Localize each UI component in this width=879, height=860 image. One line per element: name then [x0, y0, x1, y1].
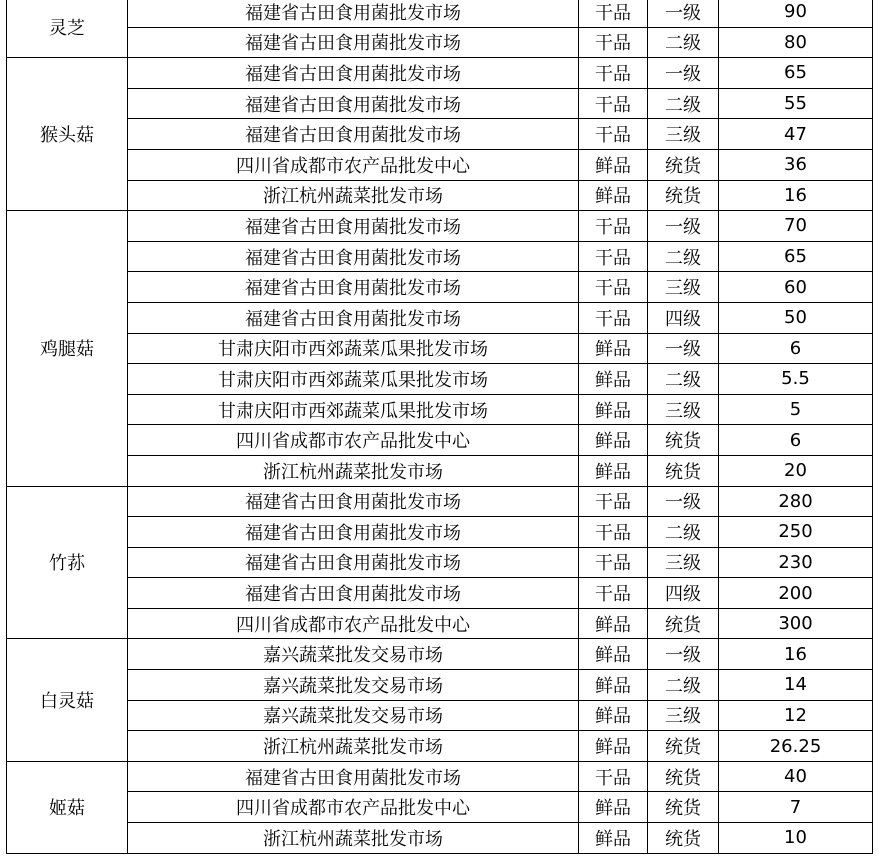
product-type-cell: 鲜品	[579, 700, 648, 731]
market-cell: 四川省成都市农产品批发中心	[128, 425, 579, 456]
product-type-cell: 干品	[579, 88, 648, 119]
price-cell: 200	[719, 578, 873, 609]
table-row	[7, 792, 873, 823]
product-type-cell: 干品	[579, 486, 648, 517]
product-type-cell: 鲜品	[579, 731, 648, 762]
grade-cell: 统货	[648, 455, 719, 486]
table-row	[7, 0, 873, 27]
mushroom-name-cell: 竹荪	[7, 486, 128, 639]
price-cell: 16	[719, 180, 873, 211]
table-row	[7, 211, 873, 242]
market-cell: 福建省古田食用菌批发市场	[128, 241, 579, 272]
product-type-cell: 干品	[579, 211, 648, 242]
grade-cell: 三级	[648, 394, 719, 425]
table-row	[7, 547, 873, 578]
product-type-cell: 干品	[579, 0, 648, 27]
grade-cell: 三级	[648, 547, 719, 578]
price-cell: 80	[719, 27, 873, 58]
grade-cell: 一级	[648, 639, 719, 670]
grade-cell: 统货	[648, 608, 719, 639]
product-type-cell: 干品	[579, 119, 648, 150]
table-row	[7, 302, 873, 333]
mushroom-name-cell: 灵芝	[7, 0, 128, 58]
grade-cell: 二级	[648, 364, 719, 395]
market-cell: 四川省成都市农产品批发中心	[128, 792, 579, 823]
price-cell: 250	[719, 517, 873, 548]
price-cell: 47	[719, 119, 873, 150]
mushroom-name-cell: 猴头菇	[7, 58, 128, 211]
grade-cell: 统货	[648, 823, 719, 854]
product-type-cell: 鲜品	[579, 364, 648, 395]
market-cell: 四川省成都市农产品批发中心	[128, 608, 579, 639]
market-cell: 嘉兴蔬菜批发交易市场	[128, 700, 579, 731]
mushroom-name-cell: 鸡腿菇	[7, 211, 128, 486]
price-cell: 26.25	[719, 731, 873, 762]
product-type-cell: 鲜品	[579, 823, 648, 854]
table-row	[7, 58, 873, 89]
table-row	[7, 578, 873, 609]
market-cell: 嘉兴蔬菜批发交易市场	[128, 670, 579, 701]
price-cell: 5.5	[719, 364, 873, 395]
price-cell: 20	[719, 455, 873, 486]
table-row	[7, 639, 873, 670]
price-cell: 60	[719, 272, 873, 303]
market-cell: 浙江杭州蔬菜批发市场	[128, 455, 579, 486]
product-type-cell: 鲜品	[579, 180, 648, 211]
market-cell: 福建省古田食用菌批发市场	[128, 27, 579, 58]
product-type-cell: 干品	[579, 241, 648, 272]
product-type-cell: 鲜品	[579, 670, 648, 701]
table-row	[7, 180, 873, 211]
grade-cell: 一级	[648, 211, 719, 242]
market-cell: 四川省成都市农产品批发中心	[128, 149, 579, 180]
table-row	[7, 517, 873, 548]
product-type-cell: 鲜品	[579, 792, 648, 823]
product-type-cell: 鲜品	[579, 333, 648, 364]
market-cell: 甘肃庆阳市西郊蔬菜瓜果批发市场	[128, 333, 579, 364]
table-row	[7, 364, 873, 395]
mushroom-name-cell: 姬菇	[7, 761, 128, 853]
price-cell: 65	[719, 241, 873, 272]
market-cell: 福建省古田食用菌批发市场	[128, 302, 579, 333]
price-cell: 280	[719, 486, 873, 517]
grade-cell: 二级	[648, 88, 719, 119]
product-type-cell: 鲜品	[579, 455, 648, 486]
grade-cell: 一级	[648, 58, 719, 89]
product-type-cell: 鲜品	[579, 425, 648, 456]
grade-cell: 统货	[648, 792, 719, 823]
grade-cell: 三级	[648, 700, 719, 731]
price-cell: 16	[719, 639, 873, 670]
grade-cell: 三级	[648, 119, 719, 150]
market-cell: 浙江杭州蔬菜批发市场	[128, 823, 579, 854]
table-row	[7, 272, 873, 303]
table-row	[7, 731, 873, 762]
grade-cell: 统货	[648, 731, 719, 762]
product-type-cell: 干品	[579, 578, 648, 609]
table-row	[7, 88, 873, 119]
grade-cell: 统货	[648, 425, 719, 456]
product-type-cell: 干品	[579, 302, 648, 333]
table-row	[7, 425, 873, 456]
product-type-cell: 鲜品	[579, 608, 648, 639]
market-cell: 福建省古田食用菌批发市场	[128, 211, 579, 242]
market-cell: 甘肃庆阳市西郊蔬菜瓜果批发市场	[128, 394, 579, 425]
mushroom-name-cell: 白灵菇	[7, 639, 128, 761]
product-type-cell: 干品	[579, 517, 648, 548]
grade-cell: 三级	[648, 272, 719, 303]
product-type-cell: 干品	[579, 272, 648, 303]
grade-cell: 四级	[648, 578, 719, 609]
market-cell: 浙江杭州蔬菜批发市场	[128, 180, 579, 211]
market-cell: 福建省古田食用菌批发市场	[128, 578, 579, 609]
price-cell: 36	[719, 149, 873, 180]
market-cell: 福建省古田食用菌批发市场	[128, 58, 579, 89]
table-row	[7, 823, 873, 854]
product-type-cell: 干品	[579, 547, 648, 578]
price-cell: 40	[719, 761, 873, 792]
grade-cell: 二级	[648, 517, 719, 548]
table-row	[7, 241, 873, 272]
table-row	[7, 486, 873, 517]
table-row	[7, 761, 873, 792]
price-cell: 12	[719, 700, 873, 731]
table-row	[7, 455, 873, 486]
market-cell: 福建省古田食用菌批发市场	[128, 119, 579, 150]
product-type-cell: 干品	[579, 58, 648, 89]
market-cell: 嘉兴蔬菜批发交易市场	[128, 639, 579, 670]
price-cell: 10	[719, 823, 873, 854]
table-row	[7, 333, 873, 364]
market-cell: 甘肃庆阳市西郊蔬菜瓜果批发市场	[128, 364, 579, 395]
market-cell: 福建省古田食用菌批发市场	[128, 761, 579, 792]
table-row	[7, 700, 873, 731]
grade-cell: 一级	[648, 333, 719, 364]
price-cell: 70	[719, 211, 873, 242]
grade-cell: 统货	[648, 149, 719, 180]
market-cell: 福建省古田食用菌批发市场	[128, 547, 579, 578]
price-cell: 5	[719, 394, 873, 425]
grade-cell: 四级	[648, 302, 719, 333]
grade-cell: 二级	[648, 241, 719, 272]
market-cell: 福建省古田食用菌批发市场	[128, 517, 579, 548]
table-row	[7, 119, 873, 150]
market-cell: 福建省古田食用菌批发市场	[128, 486, 579, 517]
table-body	[7, 0, 873, 853]
price-cell: 55	[719, 88, 873, 119]
price-cell: 7	[719, 792, 873, 823]
product-type-cell: 鲜品	[579, 394, 648, 425]
grade-cell: 二级	[648, 670, 719, 701]
product-type-cell: 鲜品	[579, 149, 648, 180]
grade-cell: 二级	[648, 27, 719, 58]
price-cell: 6	[719, 333, 873, 364]
price-cell: 230	[719, 547, 873, 578]
table-row	[7, 608, 873, 639]
product-type-cell: 鲜品	[579, 639, 648, 670]
market-cell: 福建省古田食用菌批发市场	[128, 272, 579, 303]
table-row	[7, 149, 873, 180]
product-type-cell: 干品	[579, 761, 648, 792]
price-cell: 90	[719, 0, 873, 27]
market-cell: 浙江杭州蔬菜批发市场	[128, 731, 579, 762]
grade-cell: 一级	[648, 0, 719, 27]
price-cell: 50	[719, 302, 873, 333]
price-cell: 65	[719, 58, 873, 89]
grade-cell: 统货	[648, 180, 719, 211]
market-cell: 福建省古田食用菌批发市场	[128, 88, 579, 119]
grade-cell: 统货	[648, 761, 719, 792]
price-cell: 300	[719, 608, 873, 639]
table-row	[7, 394, 873, 425]
table-row	[7, 670, 873, 701]
table-row	[7, 27, 873, 58]
product-type-cell: 干品	[579, 27, 648, 58]
price-table	[6, 0, 873, 854]
price-cell: 6	[719, 425, 873, 456]
price-cell: 14	[719, 670, 873, 701]
market-cell: 福建省古田食用菌批发市场	[128, 0, 579, 27]
grade-cell: 一级	[648, 486, 719, 517]
